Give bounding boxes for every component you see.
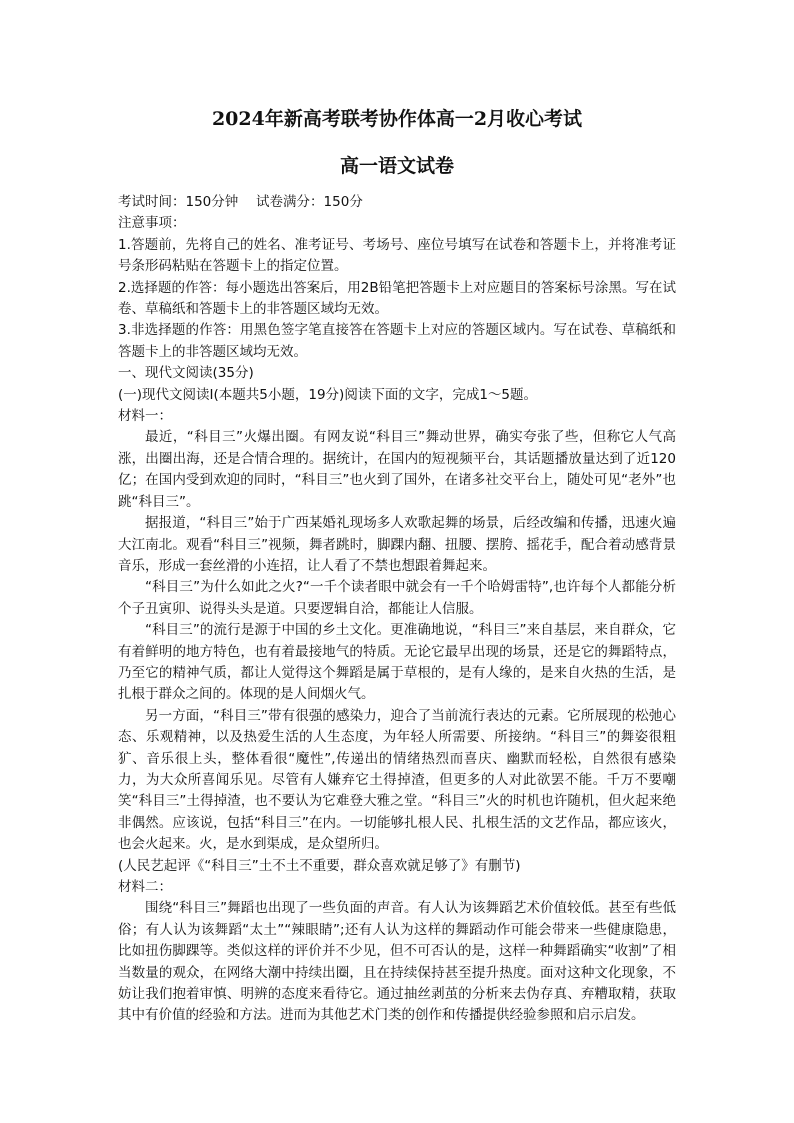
- section-heading: 一、现代文阅读(35分): [118, 365, 254, 382]
- document-body: [118, 104, 676, 1027]
- note-item: 1.答题前，先将自己的姓名、准考证号、考场号、座位号填写在试卷和答题卡上，并将准考证号条形码粘贴在答题卡上的指定位置。: [118, 236, 676, 275]
- note-item: 3.非选择题的作答：用黑色签字笔直接答在答题卡上对应的答题区域内。写在试卷、草稿纸和答题卡上的非答题区域均无效。: [118, 322, 676, 360]
- material-source: (人民艺起评《“科目三”土不土不重要，群众喜欢就足够了》有删节): [118, 857, 521, 874]
- material-paragraph: 围绕“科目三”舞蹈也出现了一些负面的声音。有人认为该舞蹈艺术价值较低。甚至有些低俗；有人认为该舞蹈“太土”“辣眼睛”;还有人认为这样的舞蹈动作可能会带来一些健康隐患，比如扭伤脚踝等。类似这样的评价并不少见，但不可否认的是，这样一种舞蹈确实“收割”了相当数量的观众，在网络大潮中持续出圈，且在持续保持甚至提升热度。面对这种文化现象，不妨让我们抱着审慎、明辨的态度来看待它。通过抽丝剥茧的分析来去伪存真、弃糟取精，获取其中有价值的经验和方法。进而为其他艺术门类的创作和传播提供经验参照和启示启发。: [118, 900, 676, 1024]
- exam-subtitle: 高一语文试卷: [339, 155, 454, 177]
- material-paragraph: 另一方面，“科目三”带有很强的感染力，迎合了当前流行表达的元素。它所展现的松弛心态、乐观精神，以及热爱生活的人生态度，为年轻人所需要、所接纳。“科目三”的舞姿很粗犷、音乐很上头，整体看很“魔性”,传递出的情绪热烈而喜庆、幽默而轻松，自然很有感染力，为大众所喜闻乐见。尽管有人嫌弃它土得掉渣，但更多的人对此欲罢不能。千万不要嘲笑“科目三”土得掉渣，也不要认为它难登大雅之堂。“科目三”火的时机也许随机，但火起来绝非偶然。应该说，包括“科目三”在内。一切能够扎根人民、扎根生活的文艺作品，都应该火，也会火起来。火，是水到渠成，是众望所归。: [118, 707, 676, 853]
- note-item: 2.选择题的作答：每小题选出答案后，用2B铅笔把答题卡上对应题目的答案标号涂黑。写在试卷、草稿纸和答题卡上的非答题区域均无效。: [118, 279, 676, 318]
- notes-heading: 注意事项：: [118, 215, 186, 232]
- material-paragraph: “科目三”为什么如此之火?“一千个读者眼中就会有一千个哈姆雷特”,也许每个人都能分析个子丑寅卯、说得头头是道。只要逻辑自洽，都能让人信服。: [118, 579, 676, 617]
- material-paragraph: “科目三”的流行是源于中国的乡土文化。更准确地说，“科目三”来自基层，来自群众，它有着鲜明的地方特色，也有着最接地气的特质。无论它最早出现的场景，还是它的舞蹈特点，乃至它的精神气质，都让人觉得这个舞蹈是属于草根的，是有人缘的，是来自火热的生活，是扎根于群众之间的。体现的是人间烟火气。: [118, 622, 676, 703]
- exam-info: 考试时间：150分钟 试卷满分：150分: [118, 194, 363, 210]
- material-label: 材料一：: [118, 408, 172, 425]
- material-paragraph: 最近，“科目三”火爆出圈。有网友说“科目三”舞动世界，确实夸张了些，但称它人气高涨，出圈出海，还是合情合理的。据统计，在国内的短视频平台，其话题播放量达到了近120亿；在国内受到欢迎的同时，“科目三”也火到了国外，在诸多社交平台上，随处可见“老外”也跳“科目三”。: [118, 429, 676, 510]
- exam-title: 2024年新高考联考协作体高一2月收心考试: [211, 108, 583, 130]
- material-label: 材料二：: [118, 879, 172, 895]
- subsection-heading: (一)现代文阅读I(本题共5小题，19分)阅读下面的文字，完成1～5题。: [118, 386, 537, 403]
- material-paragraph: 据报道，“科目三”始于广西某婚礼现场多人欢歌起舞的场景，后经改编和传播，迅速火遍大江南北。观看“科目三”视频，舞者跳时，脚踝内翻、扭腰、摆胯、摇花手，配合着动感背景音乐，形成一套丝滑的小连招，让人看了不禁也想跟着舞起来。: [118, 515, 676, 574]
